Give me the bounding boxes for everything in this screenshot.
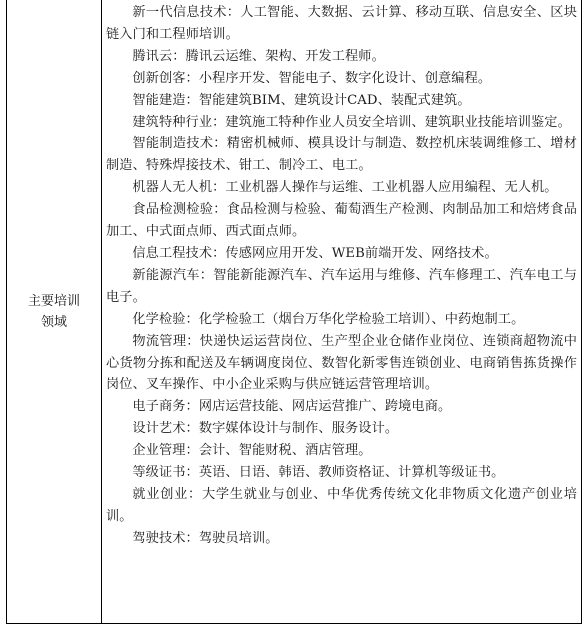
- paragraph-certificates: 等级证书：英语、日语、韩语、教师资格证、计算机等级证书。: [132, 465, 505, 481]
- paragraph-food-inspection: 食品检测检验：食品检测与检验、葡萄酒生产检测、肉制品加工和焙烤食品加工、中式面点师、西式面点师。: [106, 202, 577, 240]
- paragraph-design-art: 设计艺术：数字媒体设计与制作、服务设计。: [132, 421, 399, 437]
- paragraph-info-engineering: 信息工程技术：传感网应用开发、WEB前端开发、网络技术。: [132, 245, 498, 261]
- row-label: [24, 291, 84, 333]
- content-cell: [102, 0, 581, 623]
- row-label-line-2: 领域: [40, 314, 67, 330]
- paragraph-smart-construction: 智能建造：智能建筑BIM、建筑设计CAD、装配式建筑。: [132, 92, 471, 108]
- paragraph-robot-drone: 机器人无人机：工业机器人操作与运维、工业机器人应用编程、无人机。: [132, 180, 558, 196]
- paragraph-logistics: 物流管理：快递快运运营岗位、生产型企业仓储作业岗位、连锁商超物流中心货物分拣和配送及车辆调度岗位、数智化新零售连锁创业、电商销售拣货操作岗位、叉车操作、中小企业采购与供应链运营管理培训。: [106, 333, 577, 393]
- paragraph-new-gen-it: 新一代信息技术：人工智能、大数据、云计算、移动互联、信息安全、区块链入门和工程师培训。: [106, 5, 577, 42]
- label-cell: [7, 0, 102, 623]
- paragraph-new-energy-vehicle: 新能源汽车：智能新能源汽车、汽车运用与维修、汽车修理工、汽车电工与电子。: [106, 267, 577, 305]
- paragraph-ecommerce: 电子商务：网店运营技能、网店运营推广、跨境电商。: [132, 399, 452, 415]
- paragraph-employment: 就业创业：大学生就业与创业、中华优秀传统文化非物质文化遗产创业培训。: [106, 486, 577, 524]
- paragraph-enterprise-mgmt: 企业管理：会计、智能财税、酒店管理。: [132, 443, 372, 459]
- paragraph-construction-special: 建筑特种行业：建筑施工特种作业人员安全培训、建筑职业技能培训鉴定。: [132, 114, 571, 130]
- row-label-line-1: 主要培训: [27, 293, 80, 309]
- paragraph-innovation-maker: 创新创客：小程序开发、智能电子、数字化设计、创意编程。: [132, 70, 492, 86]
- paragraph-driving: 驾驶技术：驾驶员培训。: [132, 530, 279, 546]
- paragraph-chemical-inspection: 化学检验：化学检验工（烟台万华化学检验工培训）、中药炮制工。: [132, 311, 525, 327]
- paragraph-smart-manufacturing: 智能制造技术：精密机械师、模具设计与制造、数控机床装调维修工、增材制造、特殊焊接技术、钳工、制冷工、电工。: [106, 136, 577, 174]
- paragraph-tencent-cloud: 腾讯云：腾讯云运维、架构、开发工程师。: [132, 48, 385, 64]
- training-table: [6, 0, 582, 624]
